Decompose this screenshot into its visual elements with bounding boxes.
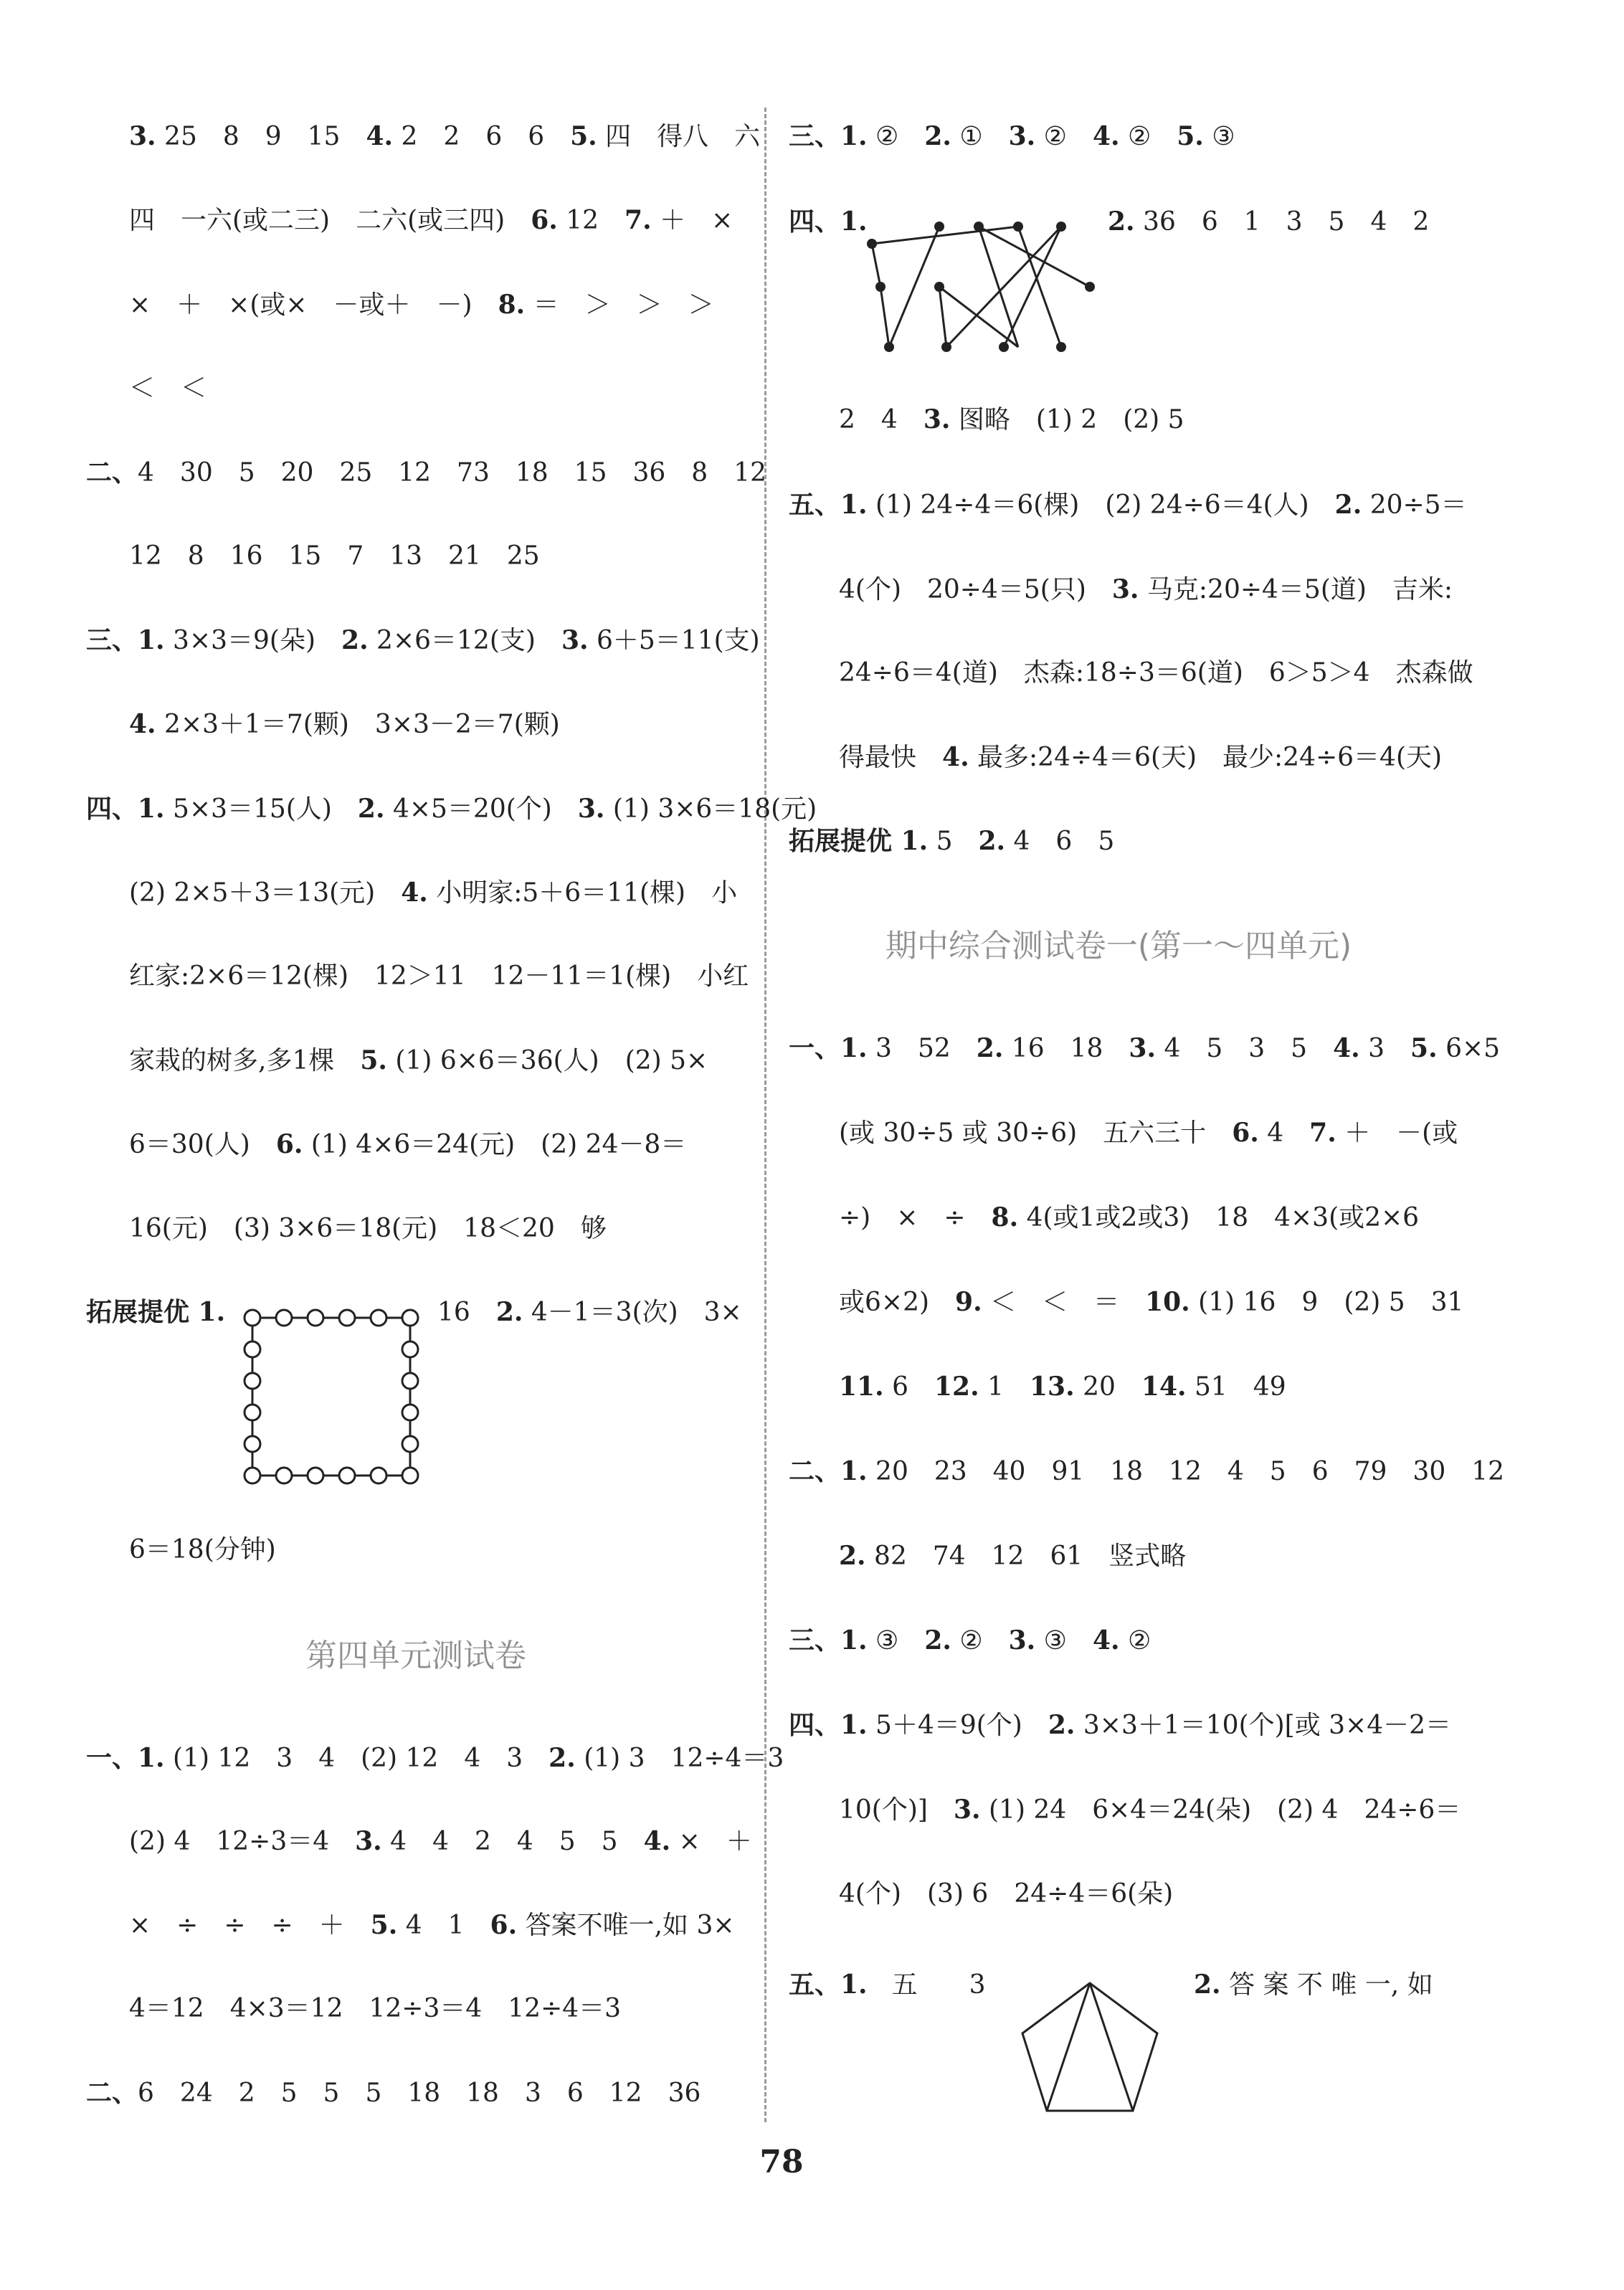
answer-line: 2. 答 案 不 唯 一, 如	[1194, 1970, 1433, 2000]
answer-line: 三、1. ③ 2. ② 3. ③ 4. ②	[789, 1625, 1151, 1655]
figure-circle	[244, 1310, 260, 1326]
answer-line: 四、1. 5×3＝15(人) 2. 4×5＝20(个) 3. (1) 3×6＝18(元)	[86, 794, 817, 824]
figure-circle	[402, 1310, 418, 1326]
answer-line: 2. 36 6 1 3 5 4 2	[1108, 206, 1430, 237]
answer-line: 四、1. 5＋4＝9(个) 2. 3×3＋1＝10(个)[或 3×4－2＝	[789, 1710, 1452, 1740]
answer-line: 4＝12 4×3＝12 12÷3＝4 12÷4＝3	[129, 1994, 622, 2023]
answer-line: 二、1. 20 23 40 91 18 12 4 5 6 79 30 12	[789, 1456, 1505, 1486]
answer-line: (2) 2×5＋3＝13(元) 4. 小明家:5＋6＝11(棵) 小	[129, 878, 738, 908]
column-divider	[764, 108, 766, 2122]
matching-line-figure	[860, 215, 1169, 380]
pentagon-figure	[1004, 1979, 1176, 2122]
figure-circle	[244, 1468, 260, 1483]
answer-line: 2. 82 74 12 61 竖式略	[839, 1541, 1187, 1571]
answer-line: 11. 6 12. 1 13. 20 14. 51 49	[839, 1372, 1286, 1402]
figure-circle	[402, 1436, 418, 1452]
answer-line: 二、4 30 5 20 25 12 73 18 15 36 8 12	[86, 457, 767, 488]
answer-line: 4(个) 20÷4＝5(只) 3. 马克:20÷4＝5(道) 吉米:	[839, 574, 1453, 604]
section-heading: 期中综合测试卷一(第一～四单元)	[885, 928, 1352, 964]
answer-line: 2 4 3. 图略 (1) 2 (2) 5	[839, 404, 1184, 434]
answer-line: 三、1. 3×3＝9(朵) 2. 2×6＝12(支) 3. 6＋5＝11(支)	[86, 625, 760, 655]
answer-line: 6＝30(人) 6. (1) 4×6＝24(元) (2) 24－8＝	[129, 1129, 687, 1159]
figure-circle	[339, 1468, 355, 1483]
answer-line: ÷) × ÷ 8. 4(或1或2或3) 18 4×3(或2×6	[839, 1202, 1420, 1232]
answer-line: 一、1. (1) 12 3 4 (2) 12 4 3 2. (1) 3 12÷4＝3	[86, 1743, 784, 1773]
answer-line: 二、6 24 2 5 5 5 18 18 3 6 12 36	[86, 2078, 701, 2108]
answer-line: 3. 25 8 9 15 4. 2 2 6 6 5. 四 得八 六	[129, 121, 761, 151]
figure-circle	[339, 1310, 355, 1326]
answer-line: 五、1. 五 3	[789, 1970, 986, 2000]
answer-line: 24÷6＝4(道) 杰森:18÷3＝6(道) 6＞5＞4 杰森做	[839, 658, 1473, 688]
figure-circle	[402, 1373, 418, 1389]
circle-square-figure	[238, 1303, 424, 1490]
answer-line: 4(个) (3) 6 24÷4＝6(朵)	[839, 1879, 1174, 1909]
answer-line: 或6×2) 9. ＜ ＜ ＝ 10. (1) 16 9 (2) 5 31	[839, 1287, 1464, 1317]
figure-circle	[244, 1373, 260, 1389]
answer-line: ＜ ＜	[129, 374, 207, 403]
answer-line: (或 30÷5 或 30÷6) 五六三十 6. 4 7. ＋ －(或	[839, 1118, 1458, 1148]
answer-line: 一、1. 3 52 2. 16 18 3. 4 5 3 5 4. 3 5. 6×5	[789, 1033, 1501, 1063]
answer-line: 三、1. ② 2. ① 3. ② 4. ② 5. ③	[789, 121, 1235, 151]
answer-line: 五、1. (1) 24÷4＝6(棵) (2) 24÷6＝4(人) 2. 20÷5＝	[789, 490, 1467, 520]
answer-line: 16(元) (3) 3×6＝18(元) 18＜20 够	[129, 1214, 607, 1243]
answer-line: 四 一六(或二三) 二六(或三四) 6. 12 7. ＋ ×	[129, 205, 733, 235]
answer-line: 10(个)] 3. (1) 24 6×4＝24(朵) (2) 4 24÷6＝	[839, 1795, 1461, 1825]
figure-circle	[276, 1468, 292, 1483]
answer-line: 6＝18(分钟)	[129, 1535, 276, 1564]
figure-circle	[402, 1405, 418, 1420]
answer-line: × ÷ ÷ ÷ ＋ 5. 4 1 6. 答案不唯一,如 3×	[129, 1910, 735, 1940]
answer-line: × ＋ ×(或× －或＋ －) 8. ＝ ＞ ＞ ＞	[129, 290, 714, 320]
figure-circle	[402, 1341, 418, 1357]
figure-circle	[308, 1310, 323, 1326]
figure-circle	[371, 1468, 386, 1483]
figure-circle	[308, 1468, 323, 1483]
figure-circle	[244, 1405, 260, 1420]
answer-line: 拓展提优 1. 5 2. 4 6 5	[789, 826, 1115, 856]
answer-line: 红家:2×6＝12(棵) 12＞11 12－11＝1(棵) 小红	[129, 961, 749, 991]
answer-line: 家栽的树多,多1棵 5. (1) 6×6＝36(人) (2) 5×	[129, 1045, 708, 1075]
figure-circle	[244, 1341, 260, 1357]
answer-line: 4. 2×3＋1＝7(颗) 3×3－2＝7(颗)	[129, 709, 560, 739]
answer-line: 四、1.	[789, 206, 868, 237]
figure-circle	[402, 1468, 418, 1483]
section-heading: 第四单元测试卷	[305, 1638, 526, 1674]
figure-circle	[276, 1310, 292, 1326]
figure-circle	[371, 1310, 386, 1326]
answer-line: 12 8 16 15 7 13 21 25	[129, 541, 540, 571]
answer-line: 16 2. 4－1＝3(次) 3×	[437, 1297, 742, 1327]
page-number: 78	[759, 2144, 804, 2180]
answer-line: 拓展提优 1.	[86, 1297, 226, 1327]
figure-circle	[244, 1436, 260, 1452]
answer-line: 得最快 4. 最多:24÷4＝6(天) 最少:24÷6＝4(天)	[839, 742, 1443, 772]
answer-line: (2) 4 12÷3＝4 3. 4 4 2 4 5 5 4. × ＋	[129, 1826, 752, 1856]
square-outline	[252, 1318, 410, 1476]
